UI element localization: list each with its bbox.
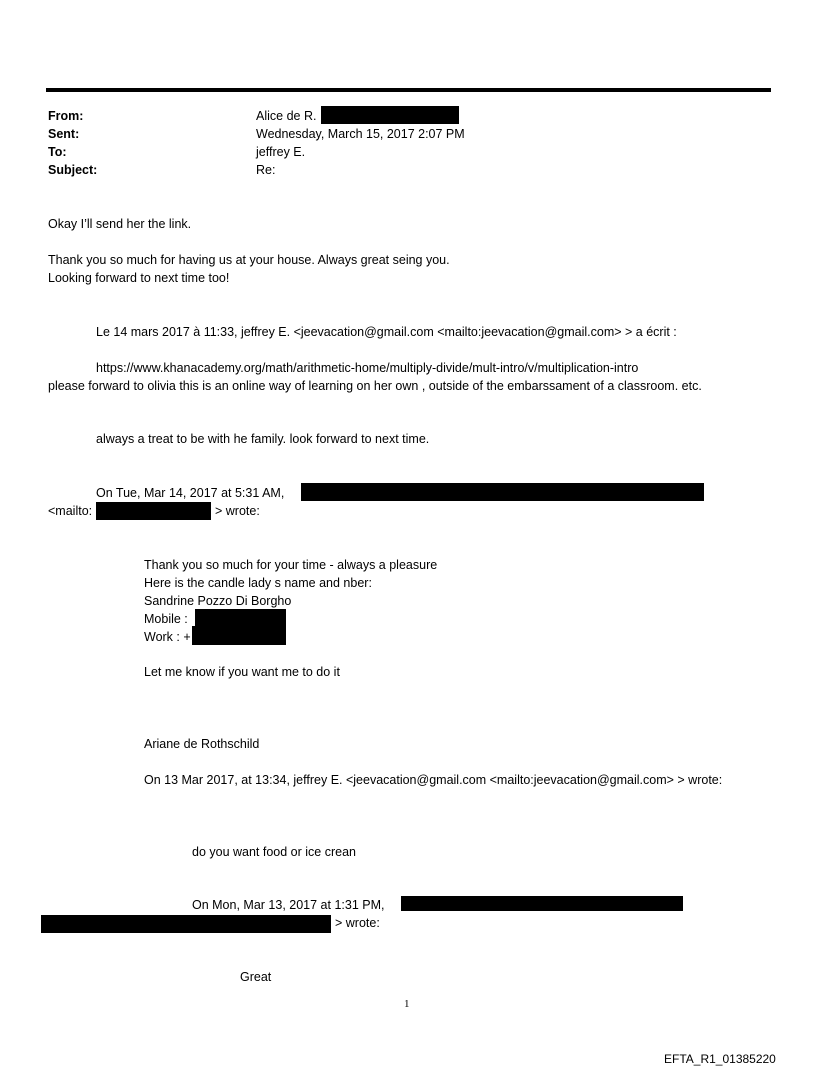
sent-value: Wednesday, March 15, 2017 2:07 PM xyxy=(256,127,465,141)
quote-header: On Tue, Mar 14, 2017 at 5:31 AM, xyxy=(96,486,285,500)
to-label: To: xyxy=(48,145,67,159)
header-rule xyxy=(46,88,771,92)
body-line: Looking forward to next time too! xyxy=(48,271,230,285)
body-line: Work : + xyxy=(144,630,191,644)
body-line: Okay I’ll send her the link. xyxy=(48,217,192,231)
body-line: please forward to olivia this is an online way of learning on her own , outside of the embarssament of a classroom. etc. xyxy=(48,379,702,393)
sent-label: Sent: xyxy=(48,127,80,141)
redaction-box xyxy=(41,915,331,933)
body-line: Great xyxy=(240,970,272,984)
subject-value: Re: xyxy=(256,163,276,177)
redaction-box xyxy=(401,896,683,911)
khanacademy-link[interactable]: https://www.khanacademy.org/math/arithmetic-home/multiply-divide/mult-intro/v/multiplication-intro xyxy=(96,361,639,375)
body-line: always a treat to be with he family. look forward to next time. xyxy=(96,432,430,446)
page-number: 1 xyxy=(404,998,410,1010)
body-line: Sandrine Pozzo Di Borgho xyxy=(144,594,292,608)
quote-wrote: > wrote: xyxy=(215,504,260,518)
body-line: Thank you so much for having us at your house. Always great seing you. xyxy=(48,253,450,267)
body-line: Here is the candle lady s name and nber: xyxy=(144,576,372,590)
redaction-box xyxy=(195,609,286,627)
from-label: From: xyxy=(48,109,84,123)
redaction-box xyxy=(301,483,704,501)
redaction-box xyxy=(321,106,459,124)
redaction-box xyxy=(96,502,211,520)
body-line: do you want food or ice crean xyxy=(192,845,356,859)
quote-header: On 13 Mar 2017, at 13:34, jeffrey E. <jeevacation@gmail.com <mailto:jeevacation@gmail.com> > wrote: xyxy=(144,773,723,787)
quote-header: Le 14 mars 2017 à 11:33, jeffrey E. <jeevacation@gmail.com <mailto:jeevacation@gmail.com> > a écrit : xyxy=(96,325,677,339)
quote-wrote: > wrote: xyxy=(335,916,380,930)
subject-label: Subject: xyxy=(48,163,98,177)
body-line: Mobile : xyxy=(144,612,188,626)
signature-line: Ariane de Rothschild xyxy=(144,737,260,751)
to-value: jeffrey E. xyxy=(256,145,306,159)
from-value: Alice de R. xyxy=(256,109,317,123)
redaction-box xyxy=(192,626,286,645)
body-line: Let me know if you want me to do it xyxy=(144,665,340,679)
quote-header: On Mon, Mar 13, 2017 at 1:31 PM, xyxy=(192,898,385,912)
body-line: Thank you so much for your time - always a pleasure xyxy=(144,558,438,572)
quote-mailto: <mailto: xyxy=(48,504,93,518)
document-id: EFTA_R1_01385220 xyxy=(664,1052,776,1066)
